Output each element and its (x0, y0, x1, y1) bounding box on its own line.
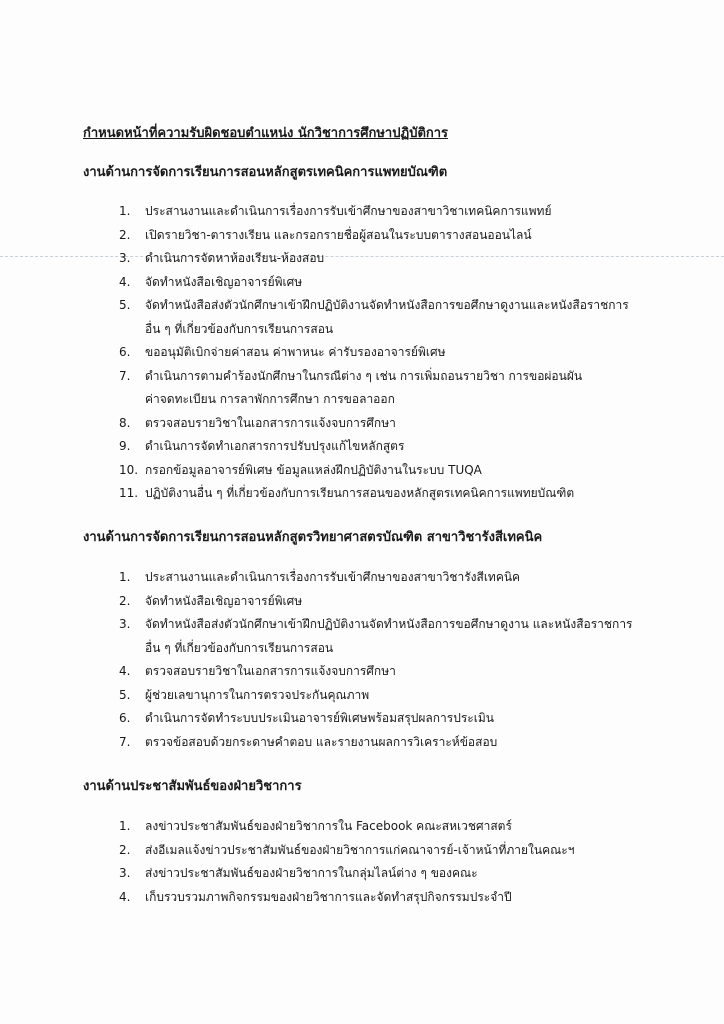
item-number: 3. (119, 251, 131, 265)
item-text: ตรวจสอบรายวิชาในเอกสารการแจ้งจบการศึกษา (145, 415, 396, 430)
item-text: จัดทำหนังสือเชิญอาจารย์พิเศษ (145, 274, 303, 289)
section-heading-radtech: งานด้านการจัดการเรียนการสอนหลักสูตรวิทยาศาสตรบัณฑิต สาขาวิชารังสีเทคนิค (83, 530, 543, 545)
item-number: 9. (119, 439, 131, 453)
item-text: ดำเนินการจัดหาห้องเรียน-ห้องสอบ (145, 251, 325, 265)
item-number: 2. (119, 593, 131, 608)
item-text-line: ค่าจดทะเบียน การลาพักการศึกษา การขอลาออก (145, 392, 395, 406)
item-number: 2. (119, 227, 131, 242)
item-text: ดำเนินการจัดทำระบบประเมินอาจารย์พิเศษพร้อมสรุปผลการประเมิน (145, 711, 494, 725)
item-text (145, 294, 645, 341)
item-number: 3. (119, 617, 131, 631)
section-heading-medtech: งานด้านการจัดการเรียนการสอนหลักสูตรเทคนิคการแพทยบัณฑิต (83, 165, 448, 180)
item-text: ปฏิบัติงานอื่น ๆ ที่เกี่ยวข้องกับการเรียนการสอนของหลักสูตรเทคนิคการแพทยบัณฑิต (145, 486, 575, 500)
item-text: ตรวจข้อสอบด้วยกระดาษคำตอบ และรายงานผลการวิเคราะห์ข้อสอบ (145, 734, 498, 749)
item-number: 4. (119, 274, 131, 289)
item-number: 6. (119, 711, 131, 725)
item-text-line: ดำเนินการตามคำร้องนักศึกษาในกรณีต่าง ๆ เช่น การเพิ่มถอนรายวิชา การขอผ่อนผัน (145, 368, 583, 383)
item-number: 10. (119, 462, 139, 477)
item-number: 1. (119, 570, 131, 584)
item-number: 5. (119, 687, 131, 702)
item-text: เก็บรวบรวมภาพกิจกรรมของฝ่ายวิชาการและจัดทำสรุปกิจกรรมประจำปี (145, 889, 512, 904)
item-text: ส่งอีเมลแจ้งข่าวประชาสัมพันธ์ของฝ่ายวิชาการแก่คณาจารย์-เจ้าหน้าที่ภายในคณะฯ (145, 842, 575, 857)
item-text: ขออนุมัติเบิกจ่ายค่าสอน ค่าพาหนะ ค่ารับรองอาจารย์พิเศษ (145, 345, 446, 359)
item-text (145, 365, 645, 412)
item-number: 11. (119, 486, 139, 500)
item-number: 1. (119, 204, 131, 218)
item-text-line: อื่น ๆ ที่เกี่ยวข้องกับการเรียนการสอน (145, 640, 334, 655)
item-text-line: อื่น ๆ ที่เกี่ยวข้องกับการเรียนการสอน (145, 321, 334, 336)
item-text: ส่งข่าวประชาสัมพันธ์ของฝ่ายวิชาการในกลุ่มไลน์ต่าง ๆ ของคณะ (145, 866, 478, 880)
item-number: 3. (119, 866, 131, 880)
item-text (145, 613, 645, 660)
item-text: ดำเนินการจัดทำเอกสารการปรับปรุงแก้ไขหลักสูตร (145, 439, 405, 453)
item-number: 5. (119, 298, 131, 312)
item-text: ประสานงานและดำเนินการเรื่องการรับเข้าศึกษาของสาขาวิชารังสีเทคนิค (145, 570, 521, 584)
item-text-line: จัดทำหนังสือส่งตัวนักศึกษาเข้าฝึกปฏิบัติงานจัดทำหนังสือการขอศึกษาดูงานและหนังสือราชการ (145, 298, 629, 312)
item-number: 4. (119, 889, 131, 904)
section-heading-pr: งานด้านประชาสัมพันธ์ของฝ่ายวิชาการ (83, 779, 302, 794)
item-number: 2. (119, 842, 131, 857)
item-number: 8. (119, 415, 131, 430)
item-number: 6. (119, 345, 131, 359)
item-text: ผู้ช่วยเลขานุการในการตรวจประกันคุณภาพ (145, 687, 370, 702)
item-text: ตรวจสอบรายวิชาในเอกสารการแจ้งจบการศึกษา (145, 664, 396, 678)
item-text: จัดทำหนังสือเชิญอาจารย์พิเศษ (145, 593, 303, 608)
item-text: ลงข่าวประชาสัมพันธ์ของฝ่ายวิชาการใน Facebook คณะสหเวชศาสตร์ (145, 819, 512, 833)
item-number: 4. (119, 664, 131, 678)
item-number: 7. (119, 368, 131, 383)
item-text: กรอกข้อมูลอาจารย์พิเศษ ข้อมูลแหล่งฝึกปฏิบัติงานในระบบ TUQA (145, 462, 482, 477)
item-text: ประสานงานและดำเนินการเรื่องการรับเข้าศึกษาของสาขาวิชาเทคนิคการแพทย์ (145, 204, 552, 218)
document-title: กำหนดหน้าที่ความรับผิดชอบตำแหน่ง นักวิชาการศึกษาปฏิบัติการ (83, 126, 449, 141)
item-text: เปิดรายวิชา-ตารางเรียน และกรอกรายชื่อผู้สอนในระบบตารางสอนออนไลน์ (145, 227, 532, 242)
item-number: 1. (119, 819, 131, 833)
item-text-line: จัดทำหนังสือส่งตัวนักศึกษาเข้าฝึกปฏิบัติงานจัดทำหนังสือการขอศึกษาดูงาน และหนังสือราชการ (145, 617, 633, 631)
item-number: 7. (119, 734, 131, 749)
